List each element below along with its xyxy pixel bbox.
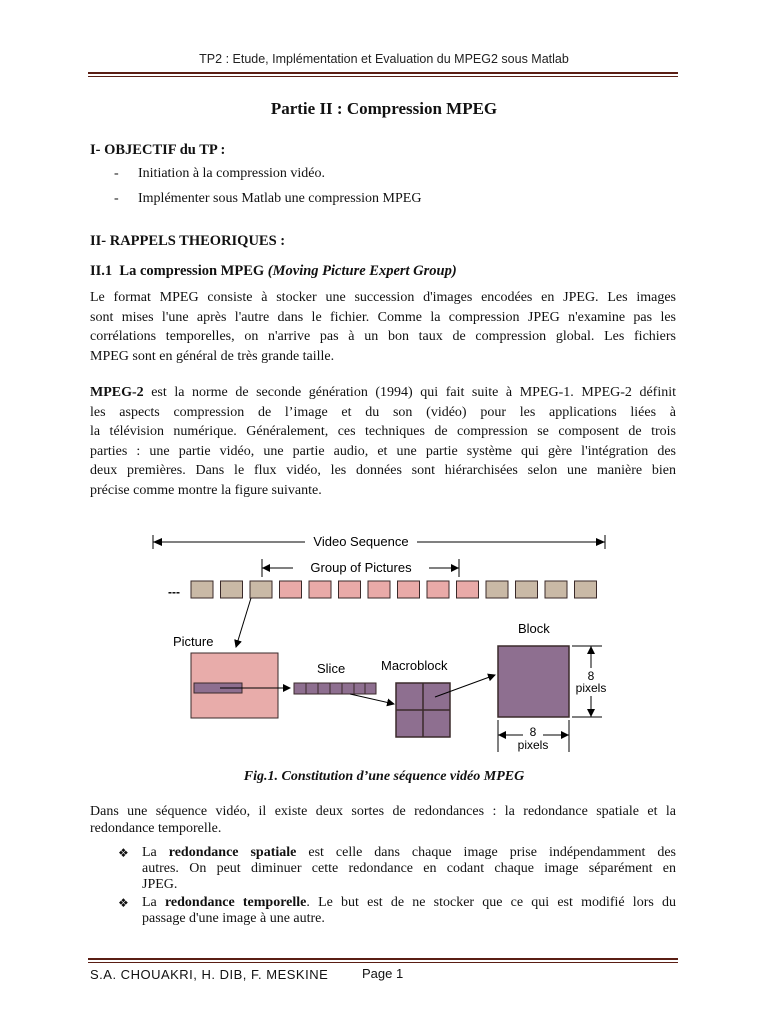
block-square bbox=[498, 646, 569, 717]
paragraph-mpeg-format bbox=[90, 288, 676, 366]
running-header: TP2 : Etude, Implémentation et Evaluation du MPEG2 sous Matlab bbox=[199, 52, 569, 66]
paragraph-line: deux premières. Dans le flux vidéo, les données sont hiérarchisées selon une manière bien bbox=[90, 463, 676, 478]
section-objectif-heading: I- OBJECTIF du TP : bbox=[90, 142, 226, 158]
bullet-line: autres. On peut diminuer cette redondance en codant chaque image séparément en bbox=[142, 861, 676, 876]
subsection-number: II.1 bbox=[90, 263, 113, 279]
gop-frame bbox=[427, 581, 449, 598]
block-label: Block bbox=[518, 621, 550, 636]
gop-frame bbox=[398, 581, 420, 598]
bullet-redondance-spatiale bbox=[118, 845, 676, 893]
block-width-value: 8 bbox=[529, 725, 537, 739]
subsection-heading bbox=[90, 263, 457, 280]
paragraph-text: est la norme de seconde génération (1994) qui fait suite à MPEG-1. MPEG-2 définit bbox=[143, 385, 676, 400]
slice-label: Slice bbox=[317, 661, 346, 676]
bullet-term: redondance spatiale bbox=[168, 845, 297, 860]
diamond-bullet-icon: ❖ bbox=[118, 896, 129, 910]
sequence-frame bbox=[486, 581, 508, 598]
gop-frame bbox=[368, 581, 390, 598]
frame-row bbox=[191, 581, 597, 598]
bullet-text: est celle dans chaque image prise indépendamment des bbox=[296, 845, 676, 860]
section-rappels-heading: II- RAPPELS THEORIQUES : bbox=[90, 233, 286, 249]
footer-authors: S.A. CHOUAKRI, H. DIB, F. MESKINE bbox=[90, 967, 329, 982]
block-width-dimension bbox=[498, 720, 569, 752]
paragraph-line: la télévision numérique. Généralement, ces techniques de compression se composent de trois bbox=[90, 424, 676, 439]
objective-item-1 bbox=[114, 166, 634, 184]
mpeg2-term: MPEG-2 bbox=[90, 385, 144, 400]
gop-frame bbox=[339, 581, 361, 598]
sequence-frame bbox=[191, 581, 213, 598]
frame-to-picture-arrow bbox=[236, 598, 251, 647]
bullet-line: JPEG. bbox=[142, 877, 178, 892]
figure-caption: Fig.1. Constitution d’une séquence vidéo MPEG bbox=[243, 769, 525, 784]
bullet-prefix: La bbox=[142, 845, 169, 860]
paragraph-line: Le format MPEG consiste à stocker une succession d'images encodées en JPEG. Les images bbox=[90, 290, 676, 305]
mpeg-hierarchy-figure bbox=[150, 522, 620, 758]
footer-page-number: Page 1 bbox=[362, 966, 404, 981]
gop-frame bbox=[457, 581, 479, 598]
bullet-line bbox=[142, 895, 676, 911]
sequence-frame bbox=[516, 581, 538, 598]
bullet-term: redondance temporelle bbox=[164, 895, 307, 910]
bullet-prefix: La bbox=[142, 895, 165, 910]
footer-rule bbox=[88, 958, 678, 960]
paragraph-line: parties : une partie vidéo, une partie audio, et une partie système qui gère l'intégration des bbox=[90, 443, 676, 459]
paragraph-line: sont mises l'une après l'autre dans le fichier. Comme la compression JPEG n'examine pas les bbox=[90, 309, 676, 325]
header-rule-thin bbox=[88, 76, 678, 77]
bullet-line: passage d'une image à une autre. bbox=[142, 911, 325, 926]
bullet-text: . Le but est de ne stocker que ce qui est modifié lors du bbox=[306, 895, 676, 910]
list-dash: - bbox=[114, 191, 119, 206]
paragraph-line: les aspects compression de l’image et du son (vidéo) pour les applications liées à bbox=[90, 404, 676, 420]
block-height-unit: pixels bbox=[575, 681, 607, 695]
sequence-frame bbox=[575, 581, 597, 598]
paragraph-line bbox=[90, 383, 676, 403]
footer-rule-thin bbox=[88, 962, 678, 963]
gop-label: Group of Pictures bbox=[310, 560, 412, 575]
list-item-text: Initiation à la compression vidéo. bbox=[138, 166, 326, 181]
block-height-value: 8 bbox=[587, 669, 595, 683]
bullet-redondance-temporelle bbox=[118, 895, 676, 927]
paragraph-line: Dans une séquence vidéo, il existe deux sortes de redondances : la redondance spatiale et la bbox=[90, 804, 676, 819]
paragraph-mpeg2 bbox=[90, 383, 676, 500]
bullet-line bbox=[142, 845, 676, 861]
gop-frame bbox=[280, 581, 302, 598]
macroblock-label: Macroblock bbox=[381, 658, 448, 673]
gop-frame bbox=[309, 581, 331, 598]
objective-item-2 bbox=[114, 191, 634, 209]
list-dash: - bbox=[114, 166, 119, 181]
paragraph-line: corrélations temporelles, on n'arrive pas à un bon taux de compression global. Les fichiers bbox=[90, 329, 676, 344]
paragraph-line: redondance temporelle. bbox=[90, 821, 222, 836]
paragraph-line: précise comme montre la figure suivante. bbox=[90, 482, 322, 498]
paragraph-redondances bbox=[90, 803, 676, 837]
list-item-text: Implémenter sous Matlab une compression MPEG bbox=[138, 191, 422, 206]
slice-to-macroblock-arrow bbox=[350, 694, 394, 704]
sequence-frame bbox=[250, 581, 272, 598]
paragraph-line: MPEG sont en général de très grande taille. bbox=[90, 348, 335, 364]
subsection-title: La compression MPEG bbox=[119, 263, 265, 279]
gop-span bbox=[262, 559, 459, 577]
sequence-frame bbox=[545, 581, 567, 598]
subsection-title-expansion: (Moving Picture Expert Group) bbox=[267, 263, 457, 279]
header-rule bbox=[88, 72, 678, 74]
picture-label: Picture bbox=[173, 634, 214, 649]
diamond-bullet-icon: ❖ bbox=[118, 846, 129, 860]
video-sequence-label: Video Sequence bbox=[313, 534, 409, 549]
sequence-frame bbox=[221, 581, 243, 598]
video-sequence-span bbox=[153, 534, 605, 549]
sequence-continuation-left: --- bbox=[168, 585, 180, 599]
block-width-unit: pixels bbox=[517, 738, 549, 752]
page-title: Partie II : Compression MPEG bbox=[270, 99, 498, 118]
block-height-dimension bbox=[572, 646, 612, 717]
